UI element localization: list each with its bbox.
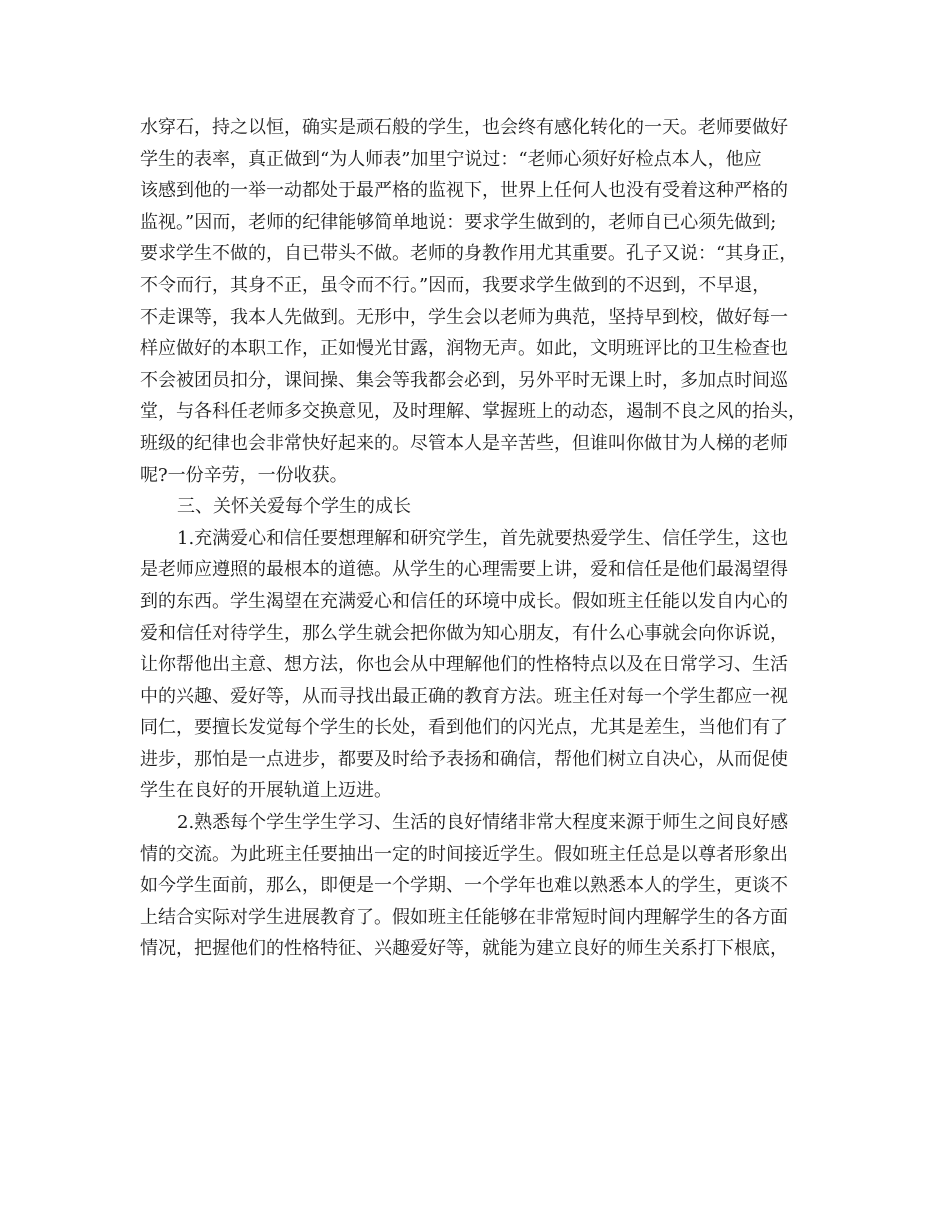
text-line: 同仁，要擅长发觉每个学生的长处，看到他们的闪光点，尤其是差生，当他们有了 [140,717,788,739]
text-line: 呢?一份辛劳，一份收获。 [140,464,348,486]
paragraph-start-line: 三、关怀关爱每个学生的成长 [177,496,411,518]
text-line: 情的交流。为此班主任要抽出一定的时间接近学生。假如班主任总是以尊者形象出 [140,843,788,865]
text-line: 堂，与各科任老师多交换意见，及时理解、掌握班上的动态，遏制不良之风的抬头， [140,401,806,423]
text-line: 班级的纪律也会非常快好起来的。尽管本人是辛苦些，但谁叫你做甘为人梯的老师 [140,432,788,454]
body-text [140,112,820,965]
text-line: 不会被团员扣分，课间操、集会等我都会必到，另外平时无课上时，多加点时间巡 [140,369,788,391]
text-line: 样应做好的本职工作，正如慢光甘露，润物无声。如此，文明班评比的卫生检查也 [140,338,788,360]
text-line: 如今学生面前，那么，即便是一个学期、一个学年也难以熟悉本人的学生，更谈不 [140,875,788,897]
text-line: 不令而行，其身不正，虽令而不行。”因而，我要求学生做到的不迟到，不早退， [140,274,771,296]
text-line: 要求学生不做的，自已带头不做。老师的身教作用尤其重要。孔子又说：“其身正， [140,243,798,265]
text-line: 爱和信任对待学生，那么学生就会把你做为知心朋友，有什么心事就会向你诉说， [140,622,788,644]
text-line: 不走课等，我本人先做到。无形中，学生会以老师为典范，坚持早到校，做好每一 [140,306,788,328]
text-line: 学生在良好的开展轨道上迈进。 [140,780,392,802]
text-line: 该感到他的一举一动都处于最严格的监视下，世界上任何人也没有受着这种严格的 [140,180,788,202]
text-line: 上结合实际对学生进展教育了。假如班主任能够在非常短时间内理解学生的各方面 [140,906,788,928]
text-line: 让你帮他出主意、想方法，你也会从中理解他们的性格特点以及在日常学习、生活 [140,654,788,676]
text-line: 到的东西。学生渴望在充满爱心和信任的环境中成长。假如班主任能以发自内心的 [140,590,788,612]
text-line: 监视。”因而，老师的纪律能够简单地说：要求学生做到的，老师自已心须先做到; [140,211,777,233]
text-line: 是老师应遵照的最根本的道德。从学生的心理需要上讲，爱和信任是他们最渴望得 [140,559,788,581]
paragraph-start-line: 1.充满爱心和信任要想理解和研究学生，首先就要热爱学生、信任学生，这也 [177,527,789,549]
paragraph-start-line: 2.熟悉每个学生学生学习、生活的良好情绪非常大程度来源于师生之间良好感 [177,812,789,834]
text-line: 进步，那怕是一点进步，都要及时给予表扬和确信，帮他们树立自决心，从而促使 [140,748,788,770]
text-line: 情况，把握他们的性格特征、兴趣爱好等，就能为建立良好的师生关系打下根底， [140,938,788,960]
text-line: 水穿石，持之以恒，确实是顽石般的学生，也会终有感化转化的一天。老师要做好 [140,117,788,138]
text-line: 中的兴趣、爱好等，从而寻找出最正确的教育方法。班主任对每一个学生都应一视 [140,685,788,707]
text-line: 学生的表率，真正做到“为人师表”加里宁说过：“老师心须好好检点本人，他应 [140,148,762,170]
